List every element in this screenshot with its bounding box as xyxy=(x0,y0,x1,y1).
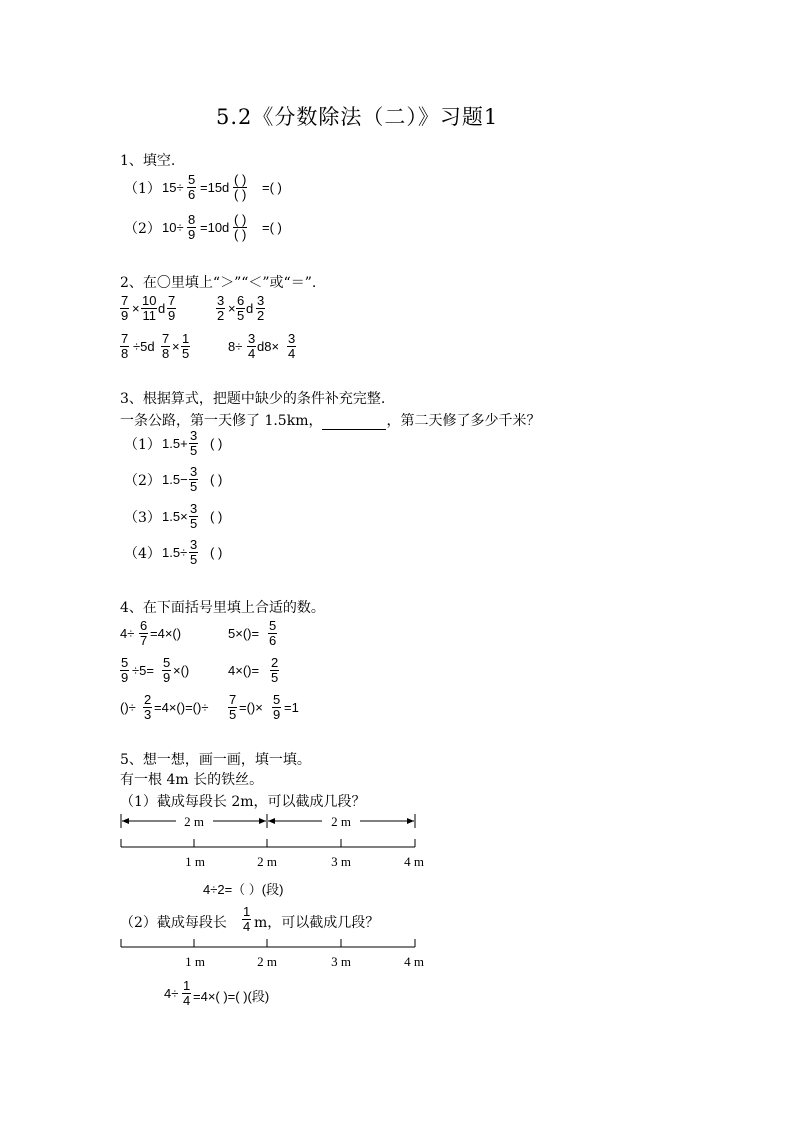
answer-blank[interactable]: 5×()= xyxy=(228,626,260,641)
number-line-1 xyxy=(110,808,440,874)
frac: $\frac{6}{7}$ xyxy=(140,618,148,648)
frac: $\frac{7}{8}$ xyxy=(121,331,129,361)
frac: $\frac{7}{9}$ xyxy=(168,293,176,323)
frac: $\frac{1}{5}$ xyxy=(182,331,190,361)
q1-1-answer-blank[interactable]: =( ) xyxy=(262,180,282,195)
expr: 1.5− xyxy=(162,472,188,487)
frac: $\frac{3}{5}$ xyxy=(190,464,198,494)
tick-label: 1 m xyxy=(185,954,205,969)
q5-part-2-text-b: m，可以截成几段？ xyxy=(254,915,380,931)
segment-label: 2 m xyxy=(331,814,351,829)
q1-2-answer-blank[interactable]: =( ) xyxy=(262,220,282,235)
number-line-2 xyxy=(110,936,440,974)
frac: $\frac{7}{8}$ xyxy=(162,331,170,361)
tick-label: 4 m xyxy=(404,854,424,869)
tick-label: 1 m xyxy=(185,854,205,869)
frac: $\frac{3}{4}$ xyxy=(248,331,256,361)
label: （1） xyxy=(124,437,161,453)
frac: $\frac{7}{5}$ xyxy=(229,692,237,722)
q5-intro: 有一根 4m 长的铁丝。 xyxy=(120,772,264,788)
answer-blank[interactable]: =()× xyxy=(239,700,263,715)
q1-1-expr-b: =15d xyxy=(200,180,230,195)
frac: $\frac{3}{4}$ xyxy=(288,331,296,361)
tick-label: 4 m xyxy=(404,954,424,969)
frac: $\frac{5}{9}$ xyxy=(163,655,171,685)
expr: 1.5× xyxy=(162,509,188,524)
expr: 4÷ xyxy=(164,986,179,1001)
q3-condition-blank[interactable] xyxy=(322,413,386,430)
q1-1-expr: 15÷ xyxy=(162,180,184,195)
frac: $\frac{3}{5}$ xyxy=(190,537,198,567)
frac: $\frac{3}{5}$ xyxy=(190,501,198,531)
frac: $\frac{2}{3}$ xyxy=(144,692,152,722)
label: （4） xyxy=(124,546,161,562)
answer-blank[interactable]: 4×()= xyxy=(228,663,260,678)
answer-blank[interactable]: ( ) xyxy=(210,436,223,451)
q1-2-expr-b: =10d xyxy=(200,220,230,235)
q5-heading: 5、想一想，画一画，填一填。 xyxy=(120,752,311,768)
label: （3） xyxy=(124,510,161,526)
expr: 8÷ xyxy=(228,339,243,354)
frac: $\frac{1}{4}$ xyxy=(183,978,191,1008)
q1-2-blank-frac[interactable]: ( ) ( ) xyxy=(234,212,247,242)
q4-heading: 4、在下面括号里填上合适的数。 xyxy=(120,600,325,616)
answer-blank[interactable]: ×() xyxy=(173,663,190,678)
answer-blank[interactable]: ( ) xyxy=(210,509,223,524)
q2-heading: 2、在〇里填上“＞”“＜”或“＝”. xyxy=(120,275,317,291)
answer-blank[interactable]: =4×( )=( )(段) xyxy=(193,989,270,1004)
label: （2） xyxy=(124,473,161,489)
frac: $\frac{5}{9}$ xyxy=(273,692,281,722)
expr: 1.5÷ xyxy=(162,545,188,560)
arrow-left-icon xyxy=(268,818,275,824)
tick-label: 3 m xyxy=(331,954,351,969)
operator: × xyxy=(228,301,236,316)
compare-expr[interactable]: ÷5d xyxy=(133,339,155,354)
expr: ÷5= xyxy=(132,663,154,678)
arrow-left-icon xyxy=(122,818,129,824)
segment-label: 2 m xyxy=(184,814,204,829)
arrow-right-icon xyxy=(259,818,266,824)
tick-label: 3 m xyxy=(331,854,351,869)
q1-heading: 1、填空. xyxy=(120,153,176,169)
arrow-right-icon xyxy=(407,818,414,824)
tick-label: 2 m xyxy=(257,854,277,869)
frac: $\frac{5}{9}$ xyxy=(121,655,129,685)
q5-part-2-text-a: （2）截成每段长 xyxy=(120,915,227,931)
q5-part-1: （1）截成每段长 2m，可以截成几段？ xyxy=(120,794,366,810)
page-title: 5.2《分数除法（二）》习题1 xyxy=(216,105,499,129)
operator: × xyxy=(132,301,140,316)
expr: =1 xyxy=(284,700,299,715)
frac: $\frac{7}{9}$ xyxy=(121,293,129,323)
frac: $\frac{6}{5}$ xyxy=(237,293,245,323)
q1-1-blank-frac[interactable]: ( ) ( ) xyxy=(234,172,247,202)
expr: 1.5+ xyxy=(162,436,188,451)
q3-line-a: 一条公路，第一天修了 1.5km， xyxy=(120,413,323,429)
q1-1-frac: $\frac{5}{6}$ xyxy=(188,172,196,202)
q1-2-frac: $\frac{8}{9}$ xyxy=(188,212,196,242)
frac: $\frac{5}{6}$ xyxy=(269,618,277,648)
q3-heading: 3、根据算式，把题中缺少的条件补充完整. xyxy=(120,391,386,407)
frac: $\frac{10}{11}$ xyxy=(142,293,157,323)
frac: $\frac{3}{2}$ xyxy=(257,293,265,323)
answer-blank[interactable]: ()÷ xyxy=(120,700,136,715)
q3-statement xyxy=(120,410,540,430)
answer-blank[interactable]: =4×()=()÷ xyxy=(154,700,209,715)
frac: $\frac{2}{5}$ xyxy=(271,655,279,685)
answer-blank[interactable]: ( ) xyxy=(210,472,223,487)
compare-circle[interactable]: d xyxy=(246,301,254,316)
q3-line-b: ，第二天修了多少千米？ xyxy=(386,413,541,429)
q1-2-expr: 10÷ xyxy=(162,220,184,235)
expr: 4÷ xyxy=(120,626,135,641)
frac: $\frac{3}{2}$ xyxy=(217,293,225,323)
frac: $\frac{3}{5}$ xyxy=(190,428,198,458)
q1-2-label: （2） xyxy=(124,221,161,237)
compare-expr[interactable]: d8× xyxy=(257,339,280,354)
answer-blank[interactable]: ( ) xyxy=(210,545,223,560)
frac: $\frac{1}{4}$ xyxy=(243,904,251,934)
answer-blank[interactable]: =4×() xyxy=(150,626,182,641)
operator: × xyxy=(172,339,180,354)
compare-circle[interactable]: d xyxy=(158,301,166,316)
q5-equation-1[interactable]: 4÷2=（ ）(段) xyxy=(203,882,284,897)
q1-1-label: （1） xyxy=(124,181,161,197)
tick-label: 2 m xyxy=(257,954,277,969)
